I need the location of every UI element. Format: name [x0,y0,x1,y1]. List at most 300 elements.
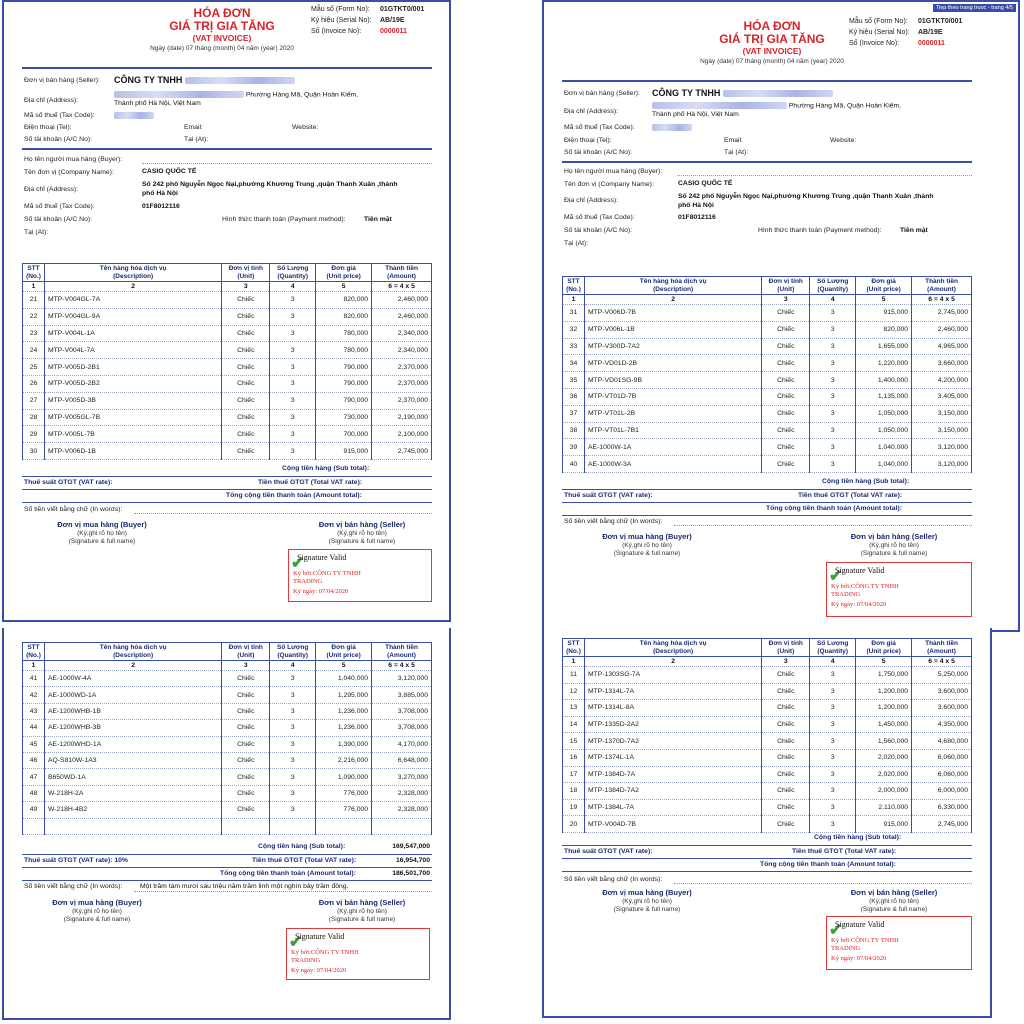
item-amount: 3,660,000 [912,355,972,372]
invoice-date: Ngày (date) 07 tháng (month) 04 năm (year) 2020 [700,58,844,65]
signed-by: Ký bởi:CÔNG TY TNHH [831,583,899,590]
item-unit: Chiếc [222,325,270,342]
table-row [563,388,972,405]
table-row [563,816,972,833]
checkmark-icon: ✔ [289,934,303,951]
empty-cell [23,818,45,834]
item-unit-price: 915,000 [856,305,912,322]
seller-email-label: Email: [184,124,203,131]
item-amount: 2,370,000 [372,392,432,409]
table-row [23,736,432,752]
buyer-tax-label: Mã số thuế (Tax Code): [24,203,95,210]
item-description: AE-1200WHB-3B [44,720,221,736]
form-label: Mẫu số (Form No): [849,18,908,25]
digital-signature-box[interactable] [286,928,430,980]
buyer-signature-title: Đơn vị mua hàng (Buyer) [602,532,692,541]
item-unit: Chiếc [222,426,270,443]
item-amount: 4,965,000 [912,338,972,355]
item-description: MTP-V300D-7A2 [584,338,761,355]
signed-by-2: TRADING [293,578,323,585]
item-description: AE-1000WD-1A [44,687,221,703]
column-header: Thành tiền (Amount) [912,639,972,657]
item-unit: Chiếc [762,422,810,439]
divider [562,161,972,163]
item-amount: 3,120,000 [372,671,432,687]
column-header: Đơn giá (Unit price) [316,264,372,282]
item-unit-price: 1,400,000 [856,372,912,389]
item-unit-price: 915,000 [316,443,372,460]
signed-by-2: TRADING [291,957,321,964]
item-unit-price: 1,135,000 [856,388,912,405]
dotted-line [674,883,972,884]
buyer-address-label: Địa chỉ (Address): [24,186,79,193]
buyer-tax: 01F8012116 [142,203,180,210]
buyer-tax: 01F8012116 [678,214,716,221]
item-amount: 3,120,000 [912,456,972,473]
buyer-sign-en: (Signature & full name) [63,916,131,923]
buyer-sign-vn: (Ký,ghi rõ họ tên) [77,530,127,537]
row-number: 17 [563,766,585,783]
item-unit: Chiếc [222,342,270,359]
invoice-no-label: Số (Invoice No): [849,40,900,47]
subtotal-label: Cộng tiền hàng (Sub total): [822,478,910,485]
subtotal-value: 169,547,000 [392,843,430,850]
rule [562,515,972,516]
item-quantity: 3 [270,325,316,342]
row-number: 37 [563,405,585,422]
column-index: 2 [584,657,761,667]
invoice-subtitle-en: (VAT INVOICE) [192,33,252,43]
item-unit: Chiếc [762,338,810,355]
seller-sign-en: (Signature & full name) [328,538,396,545]
form-value: 01GTKT0/001 [380,6,425,13]
payment-value: Tiền mặt [900,227,928,234]
column-index: 3 [222,661,270,671]
item-amount: 3,885,000 [372,687,432,703]
table-row [23,769,432,785]
table-row [23,671,432,687]
item-quantity: 3 [810,799,856,816]
row-number: 45 [23,736,45,752]
item-description: MTP-V006D-7B [584,305,761,322]
column-index: 1 [23,661,45,671]
item-unit-price: 790,000 [316,392,372,409]
seller-sign-vn: (Ký,ghi rõ họ tên) [869,542,919,549]
rule [22,489,432,490]
column-header: Thành tiền (Amount) [372,643,432,661]
row-number: 34 [563,355,585,372]
column-index: 6 = 4 x 5 [912,295,972,305]
rule [562,858,972,859]
signature-valid-text: Signature Valid [835,566,885,575]
rule [22,854,432,855]
table-row [563,667,972,684]
rule [562,489,972,490]
item-unit-price: 730,000 [316,409,372,426]
item-quantity: 3 [810,816,856,833]
buyer-company: CASIO QUỐC TẾ [678,180,733,187]
item-description: AE-1000W-1A [584,439,761,456]
vat-rate-label: Thuế suất GTGT (VAT rate): [564,492,653,499]
item-amount: 2,370,000 [372,359,432,376]
item-quantity: 3 [810,355,856,372]
dotted-line [134,891,432,892]
column-index: 2 [44,661,221,671]
item-description: AE-1200WHD-1A [44,736,221,752]
column-index: 6 = 4 x 5 [372,661,432,671]
vat-total-label: Tiền thuế GTGT (Total VAT rate): [252,857,357,864]
column-index: 1 [563,295,585,305]
seller-tax-value [114,112,154,119]
invoice-subtitle: GIÁ TRỊ GIA TĂNG [169,19,275,33]
item-unit-price: 1,200,000 [856,700,912,717]
items-table [562,638,972,833]
empty-cell [44,818,221,834]
table-header-row [563,277,972,295]
item-unit-price: 1,655,000 [856,338,912,355]
item-unit: Chiếc [222,802,270,818]
vat-total-label: Tiền thuế GTGT (Total VAT rate): [792,848,897,855]
row-number: 20 [563,816,585,833]
column-header: Số Lượng (Quantity) [270,264,316,282]
row-number: 48 [23,785,45,801]
invoice-page-2 [542,0,1020,632]
seller-website-label: Website: [292,124,319,131]
row-number: 13 [563,700,585,717]
divider [562,80,972,82]
seller-signature-title: Đơn vị bán hàng (Seller) [318,520,406,529]
table-row [563,700,972,717]
item-description: MTP-VD01SG-9B [584,372,761,389]
seller-address: Phường Hàng Mã, Quận Hoàn Kiếm, [114,91,358,98]
row-number: 18 [563,783,585,800]
table-row [23,426,432,443]
invoice-no-value: 0000011 [918,40,945,47]
amount-total-label: Tổng cộng tiền thanh toán (Amount total): [220,870,356,877]
table-header-row [563,639,972,657]
table-row [563,749,972,766]
buyer-account-label: Số tài khoản (A/C No): [24,216,92,223]
column-header: Đơn vị tính (Unit) [762,277,810,295]
in-words-value: Một trăm tám mươi sáu triệu năm trăm linh một nghìn bảy trăm đồng. [140,883,349,890]
signed-by: Ký bởi:CÔNG TY TNHH [293,570,361,577]
item-quantity: 3 [810,372,856,389]
item-unit: Chiếc [762,783,810,800]
table-row [23,802,432,818]
column-header: Thành tiền (Amount) [372,264,432,282]
item-amount: 6,060,000 [912,749,972,766]
row-number: 47 [23,769,45,785]
table-row [563,355,972,372]
item-description: MTP-V005L-7B [44,426,221,443]
item-unit-price: 2,000,000 [856,783,912,800]
rule [22,476,432,477]
column-header: Tên hàng hóa dịch vụ (Description) [584,277,761,295]
item-quantity: 3 [810,716,856,733]
row-number: 31 [563,305,585,322]
table-row [23,292,432,309]
item-amount: 6,330,000 [912,799,972,816]
item-amount: 4,350,000 [912,716,972,733]
empty-cell [372,818,432,834]
item-unit: Chiếc [762,667,810,684]
signed-by-2: TRADING [831,591,861,598]
table-row [23,325,432,342]
dotted-line [674,525,972,526]
item-unit-price: 1,295,000 [316,687,372,703]
item-unit: Chiếc [762,321,810,338]
buyer-sign-vn: (Ký,ghi rõ họ tên) [622,898,672,905]
column-header: Số Lượng (Quantity) [810,277,856,295]
item-quantity: 3 [270,426,316,443]
seller-address-2: Thành phố Hà Nội, Việt Nam [114,100,201,107]
row-number: 27 [23,392,45,409]
row-number: 19 [563,799,585,816]
table-row [563,456,972,473]
item-amount: 3,150,000 [912,405,972,422]
column-index-row [563,295,972,305]
item-description: B650WD-1A [44,769,221,785]
digital-signature-box[interactable] [826,916,972,970]
seller-tax-label: Mã số thuế (Tax Code): [564,124,635,131]
row-number: 30 [23,443,45,460]
column-index: 1 [23,282,45,292]
seller-sign-en: (Signature & full name) [860,906,928,913]
item-unit: Chiếc [762,405,810,422]
table-row [23,443,432,460]
buyer-account-label: Số tài khoản (A/C No): [564,227,632,234]
row-number: 41 [23,671,45,687]
item-amount: 2,340,000 [372,342,432,359]
item-unit-price: 2,216,000 [316,752,372,768]
invoice-subtitle-en: (VAT INVOICE) [742,46,802,56]
item-unit-price: 1,390,000 [316,736,372,752]
column-index: 3 [762,657,810,667]
column-index: 5 [316,661,372,671]
item-amount: 2,745,000 [912,816,972,833]
item-description: AE-1000W-4A [44,671,221,687]
item-unit: Chiếc [762,716,810,733]
continuation-tag: Tiep theo trang truoc - trang 4/5 [933,4,1016,12]
item-unit: Chiếc [762,305,810,322]
dotted-line [677,175,972,176]
item-unit: Chiếc [222,375,270,392]
buyer-signature-title: Đơn vị mua hàng (Buyer) [602,888,692,897]
checkmark-icon: ✔ [829,922,843,939]
table-row [563,422,972,439]
signature-valid-text: Signature Valid [297,553,347,562]
column-header: STT (No.) [23,643,45,661]
divider [22,67,432,69]
item-amount: 3,708,000 [372,720,432,736]
item-unit-price: 1,450,000 [856,716,912,733]
item-description: MTP-V006L-1B [584,321,761,338]
column-header: STT (No.) [23,264,45,282]
table-row [563,733,972,750]
column-index: 5 [316,282,372,292]
seller-at-label: Tại (At): [724,149,749,156]
signed-date: Ký ngày: 07/04/2020 [291,967,347,974]
item-unit: Chiếc [222,687,270,703]
empty-cell [316,818,372,834]
table-row [563,405,972,422]
item-amount: 2,190,000 [372,409,432,426]
column-index-row [563,657,972,667]
item-description: MTP-V004L-1A [44,325,221,342]
seller-sign-en: (Signature & full name) [328,916,396,923]
empty-row [23,818,432,834]
item-unit-price: 700,000 [316,426,372,443]
item-amount: 2,460,000 [372,308,432,325]
digital-signature-box[interactable] [826,562,972,617]
table-row [563,338,972,355]
item-amount: 3,150,000 [912,422,972,439]
table-row [563,799,972,816]
item-unit-price: 790,000 [316,359,372,376]
vat-total-value: 16,954,700 [395,857,430,864]
column-index: 3 [222,282,270,292]
item-unit-price: 2,110,000 [856,799,912,816]
item-description: MTP-V005D-2B1 [44,359,221,376]
item-unit: Chiếc [222,443,270,460]
item-quantity: 3 [810,388,856,405]
invoice-title: HÓA ĐƠN [743,19,801,33]
row-number: 25 [23,359,45,376]
table-row [23,308,432,325]
vat-rate-label: Thuế suất GTGT (VAT rate): 10% [24,857,128,864]
table-row [563,439,972,456]
item-unit: Chiếc [222,769,270,785]
seller-label: Đơn vị bán hàng (Seller): [24,77,100,84]
seller-phone-label: Điện thoại (Tel): [564,137,612,144]
item-amount: 3,708,000 [372,703,432,719]
item-amount: 2,370,000 [372,375,432,392]
column-index: 5 [856,657,912,667]
form-label: Mẫu số (Form No): [311,6,370,13]
in-words-label: Số tiền viết bằng chữ (In words): [24,883,123,890]
item-quantity: 3 [270,802,316,818]
seller-account-label: Số tài khoản (A/C No): [564,149,632,156]
column-index: 5 [856,295,912,305]
invoice-page-3 [2,628,451,1020]
item-unit: Chiếc [222,671,270,687]
item-unit: Chiếc [222,409,270,426]
empty-cell [222,818,270,834]
column-header: STT (No.) [563,639,585,657]
table-row [23,342,432,359]
table-row [563,766,972,783]
rule [562,845,972,846]
item-amount: 2,328,000 [372,802,432,818]
item-unit: Chiếc [222,720,270,736]
column-header: Đơn giá (Unit price) [856,277,912,295]
row-number: 42 [23,687,45,703]
item-unit: Chiếc [222,392,270,409]
item-description: MTP-1303SG-7A [584,667,761,684]
column-header: Tên hàng hóa dịch vụ (Description) [584,639,761,657]
item-description: MTP-1384D-7A2 [584,783,761,800]
seller-label: Đơn vị bán hàng (Seller): [564,90,640,97]
buyer-signature-title: Đơn vị mua hàng (Buyer) [57,520,147,529]
item-quantity: 3 [270,752,316,768]
item-description: MTP-1314L-7A [584,683,761,700]
buyer-sign-vn: (Ký,ghi rõ họ tên) [72,908,122,915]
item-unit-price: 820,000 [856,321,912,338]
buyer-label: Họ tên người mua hàng (Buyer): [24,156,123,163]
item-description: MTP-V006D-1B [44,443,221,460]
item-quantity: 3 [810,456,856,473]
column-index: 2 [44,282,221,292]
item-amount: 2,328,000 [372,785,432,801]
item-unit-price: 776,000 [316,785,372,801]
item-unit-price: 776,000 [316,802,372,818]
digital-signature-box[interactable] [288,549,432,602]
buyer-address-2: phố Hà Nội [678,202,714,209]
buyer-at-label: Tại (At): [564,240,589,247]
item-amount: 6,060,000 [912,766,972,783]
item-unit: Chiếc [222,292,270,309]
row-number: 33 [563,338,585,355]
column-header: Đơn giá (Unit price) [316,643,372,661]
invoice-subtitle: GIÁ TRỊ GIA TĂNG [719,32,825,46]
table-row [563,783,972,800]
in-words-label: Số tiền viết bằng chữ (In words): [564,876,663,883]
serial-value: AB/19E [918,29,943,36]
serial-label: Ký hiệu (Serial No): [311,17,372,24]
table-row [23,687,432,703]
item-quantity: 3 [270,392,316,409]
invoice-date: Ngày (date) 07 tháng (month) 04 năm (year) 2020 [150,45,294,52]
invoice-no-value: 0000011 [380,28,407,35]
item-amount: 4,680,000 [912,733,972,750]
item-unit: Chiếc [762,816,810,833]
column-header: Đơn vị tính (Unit) [222,264,270,282]
seller-name: CÔNG TY TNHH [652,88,833,98]
item-description: W-218H-2A [44,785,221,801]
column-header: Số Lượng (Quantity) [810,639,856,657]
item-description: MTP-V005D-2B2 [44,375,221,392]
item-unit-price: 780,000 [316,342,372,359]
item-description: MTP-V005GL-7B [44,409,221,426]
amount-total-label: Tổng cộng tiền thanh toán (Amount total): [760,861,896,868]
item-unit: Chiếc [762,749,810,766]
item-description: MTP-1384D-7A [584,766,761,783]
amount-total-value: 186,501,700 [392,870,430,877]
serial-value: AB/19E [380,17,405,24]
item-quantity: 3 [270,359,316,376]
signed-date: Ký ngày: 07/04/2020 [293,588,349,595]
row-number: 23 [23,325,45,342]
subtotal-label: Cộng tiền hàng (Sub total): [258,843,346,850]
item-description: MTP-V004GL-7A [44,292,221,309]
rule [22,867,432,868]
item-unit-price: 1,040,000 [856,456,912,473]
item-unit-price: 1,236,000 [316,720,372,736]
buyer-label: Họ tên người mua hàng (Buyer): [564,168,663,175]
item-unit: Chiếc [762,733,810,750]
row-number: 35 [563,372,585,389]
row-number: 28 [23,409,45,426]
form-value: 01GTKT0/001 [918,18,963,25]
buyer-address-label: Địa chỉ (Address): [564,197,619,204]
item-description: MTP-V004L-7A [44,342,221,359]
item-unit: Chiếc [762,683,810,700]
table-row [23,409,432,426]
row-number: 29 [23,426,45,443]
item-amount: 2,460,000 [372,292,432,309]
seller-website-label: Website: [830,137,857,144]
seller-sign-vn: (Ký,ghi rõ họ tên) [337,530,387,537]
